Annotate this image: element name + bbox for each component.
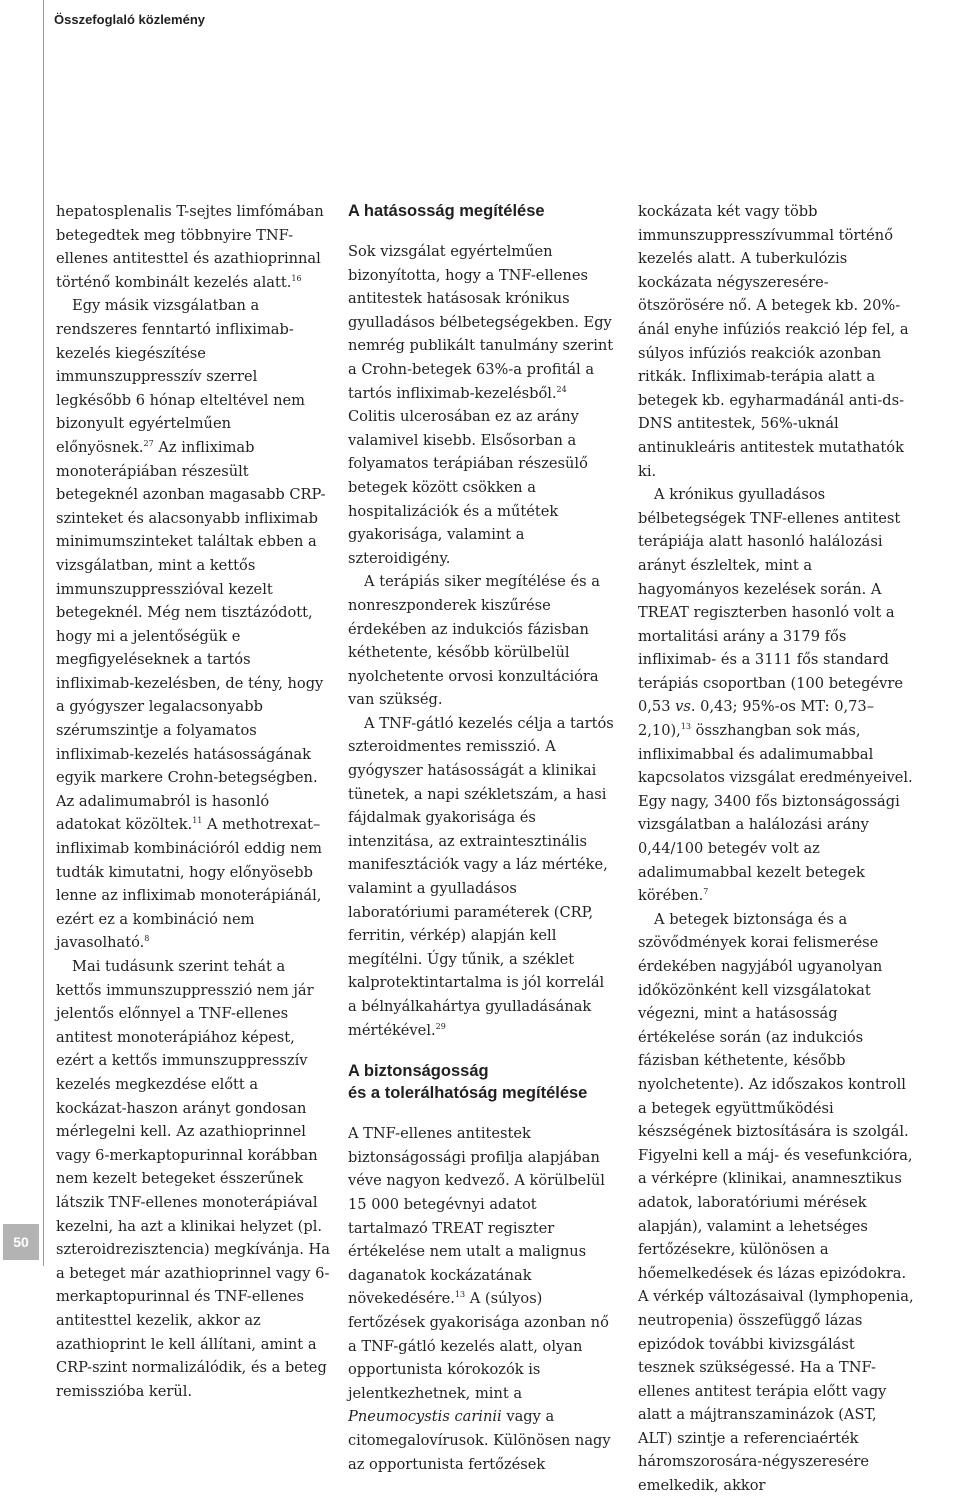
citation: 13 [454, 1290, 466, 1300]
page-sidebar [0, 0, 44, 1266]
paragraph: Mai tudásunk szerint tehát a kettős immunszuppresszió nem jár jelentős előnnyel a TNF-ellenes antitest monoterápiához képest, ezért a kettős immunszuppresszív kezelés megkezdése előtt a kockázat-haszon arányt gondosan mérlegelni kell. Az azathioprinnel vagy 6-merkaptopurinnal korábban nem kezelt betegeket ésszerűnek látszik TNF-ellenes monoterápiával kezelni, ha azt a klinikai helyzet (pl. szteroidrezisztencia) megkívánja. Ha a beteget már azathioprinnel vagy 6-merkaptopurinnal és TNF-ellenes antitesttel kezelik, akkor az azathioprint le kell állítani, amint a CRP-szint normalizálódik, és a beteg remisszióba kerül. [56, 958, 330, 1400]
paragraph: A TNF-ellenes antitestek biztonságossági profilja alapjában véve nagyon kedvező. A körülbelül 15 000 betegévnyi adatot tartalmazó TREAT regiszter értékelése nem utalt a malignus daganatok kockázatának növekedésére.$^{13}$ A (súlyos) fertőzések gyakorisága azonban nő a TNF-gátló kezelés alatt, olyan opportunista kórokozók is jelentkezhetnek, mint a Pneumocystis carinii vagy a citomegalovírusok. Különösen nagy az opportunista fertőzések [348, 1125, 611, 1473]
paragraph: A terápiás siker megítélése és a nonreszponderek kiszűrése érdekében az indukciós fázisban kéthetente, később körülbelül nyolchetente orvosi konzultációra van szükség. [348, 573, 601, 709]
text-column-1 [56, 200, 330, 1403]
paragraph: kockázata két vagy több immunszuppresszívummal történő kezelés alatt. A tuberkulózis kockázata négyszeresére-ötszörösére nő. A betegek kb. 20%-ánál enyhe infúziós reakció lép fel, a súlyos infúziós reakciók azonban ritkák. Infliximab-terápia alatt a betegek kb. egyharmadánál anti-ds-DNS antitestek, 56%-uknál antinukleáris antitestek mutathatók ki. [638, 203, 909, 480]
text-column-3 [638, 200, 914, 1498]
section-heading: A hatásosság megítélése [348, 202, 545, 220]
paragraph: A TNF-gátló kezelés célja a tartós szteroidmentes remisszió. A gyógyszer hatásosságát a klinikai tünetek, a napi székletszám, a hasi fájdalmak gyakorisága és intenzitása, az extraintesztinális manifesztációk vagy a láz mértéke, valamint a gyulladásos laboratóriumi paraméterek (CRP, ferritin, vérkép) alapján kell megítélni. Úgy tűnik, a széklet kalprotektintartalma is jól korrelál a bélnyálkahártya gyulladásának mértékével.$^{29}$ [348, 714, 614, 1039]
paragraph: A betegek biztonsága és a szövődmények korai felismerése érdekében nagyjából ugyanolyan időközönként kell vizsgálatokat végezni, mint a hatásosság értékelése során (az indukciós fázisban kéthetente, később nyolchetente). Az időszakos kontroll a betegek együttműködési készségének biztosítására is szolgál. Figyelni kell a máj- és vesefunkcióra, a vérképre (klinikai, anamnesztikus adatok, laboratóriumi mérések alapján), valamint a lehetséges fertőzésekre, különösen a hőemelkedések és lázas epizódokra. A vérkép változásaival (lymphopenia, neutropenia) összefüggő lázas epizódok további kivizsgálást tesznek szükségessé. Ha a TNF-ellenes antitest terápia előtt vagy alatt a májtranszaminázok (AST, ALT) szintje a referenciaérték háromszorosára-négyszeresére emelkedik, akkor [638, 910, 914, 1495]
paragraph: Sok vizsgálat egyértelműen bizonyította, hogy a TNF-ellenes antitestek hatásosak krónikus gyulladásos bélbetegségekben. Egy nemrég publikált tanulmány szerint a Crohn-betegek 63%-a profitál a tartós infliximab-kezelésből.$^{24}$ Colitis ulcerosában ez az arány valamivel kisebb. Elsősorban a folyamatos terápiában részesülő betegek között csökken a hospitalizációk és a műtétek gyakorisága, valamint a szteroidigény. [348, 243, 614, 567]
citation: 29 [435, 1021, 446, 1031]
citation: 16 [291, 273, 302, 283]
paragraph: hepatosplenalis T-sejtes limfómában betegedtek meg többnyire TNF-ellenes antitesttel és azathioprinnal történő kombinált kezelés alatt.$^{16}$ [56, 203, 324, 291]
citation: 7 [703, 887, 709, 897]
text-column-2 [348, 200, 616, 1476]
citation: 13 [680, 722, 692, 732]
paragraph: Egy másik vizsgálatban a rendszeres fenntartó infliximab-kezelés kiegészítése immunszuppresszív szerrel legkésőbb 6 hónap elteltével nem bizonyult egyértelműen előnyösnek.$^{27}$ Az infliximab monoterápiában részesült betegeknél azonban magasabb CRP-szinteket és alacsonyabb infliximab minimumszinteket találtak ebben a vizsgálatban, mint a kettős immunszuppresszióval kezelt betegeknél. Még nem tisztázódott, hogy mi a jelentőségük e megfigyeléseknek a tartós infliximab-kezelésben, de tény, hogy a gyógyszer legalacsonyabb szérumszintje a folyamatos infliximab-kezelés hatásosságának egyik markere Crohn-betegségben. Az adalimumabról is hasonló adatokat közöltek.$^{11}$ A methotrexat–infliximab kombinációról eddig nem tudták kimutatni, hogy előnyösebb lenne az infliximab monoterápiánál, ezért ez a kombináció nem javasolható.$^8$ [56, 297, 326, 952]
citation: 24 [556, 384, 567, 394]
page-number: 50 [3, 1224, 39, 1260]
citation: 27 [143, 438, 154, 448]
citation: 8 [144, 934, 150, 944]
section-label: Összefoglaló közlemény [54, 12, 205, 27]
section-heading: A biztonságosság és a tolerálhatóság megítélése [348, 1062, 588, 1103]
paragraph: A krónikus gyulladásos bélbetegségek TNF-ellenes antitest terápiája alatt hasonló halálozási arányt észleltek, mint a hagyományos kezelések során. A TREAT regiszterben hasonló volt a mortalitási arány a 3179 fős infliximab- és a 3111 fős standard terápiás csoportban (100 betegévre 0,53 vs. 0,43; 95%-os MT: 0,73–2,10),$^{13}$ összhangban sok más, infliximabbal és adalimumabbal kapcsolatos vizsgálat eredményeivel. Egy nagy, 3400 fős biztonságossági vizsgálatban a halálozási arány 0,44/100 betegév volt az adalimumabbal kezelt betegek körében.$^7$ [638, 486, 913, 905]
citation: 11 [192, 816, 203, 826]
